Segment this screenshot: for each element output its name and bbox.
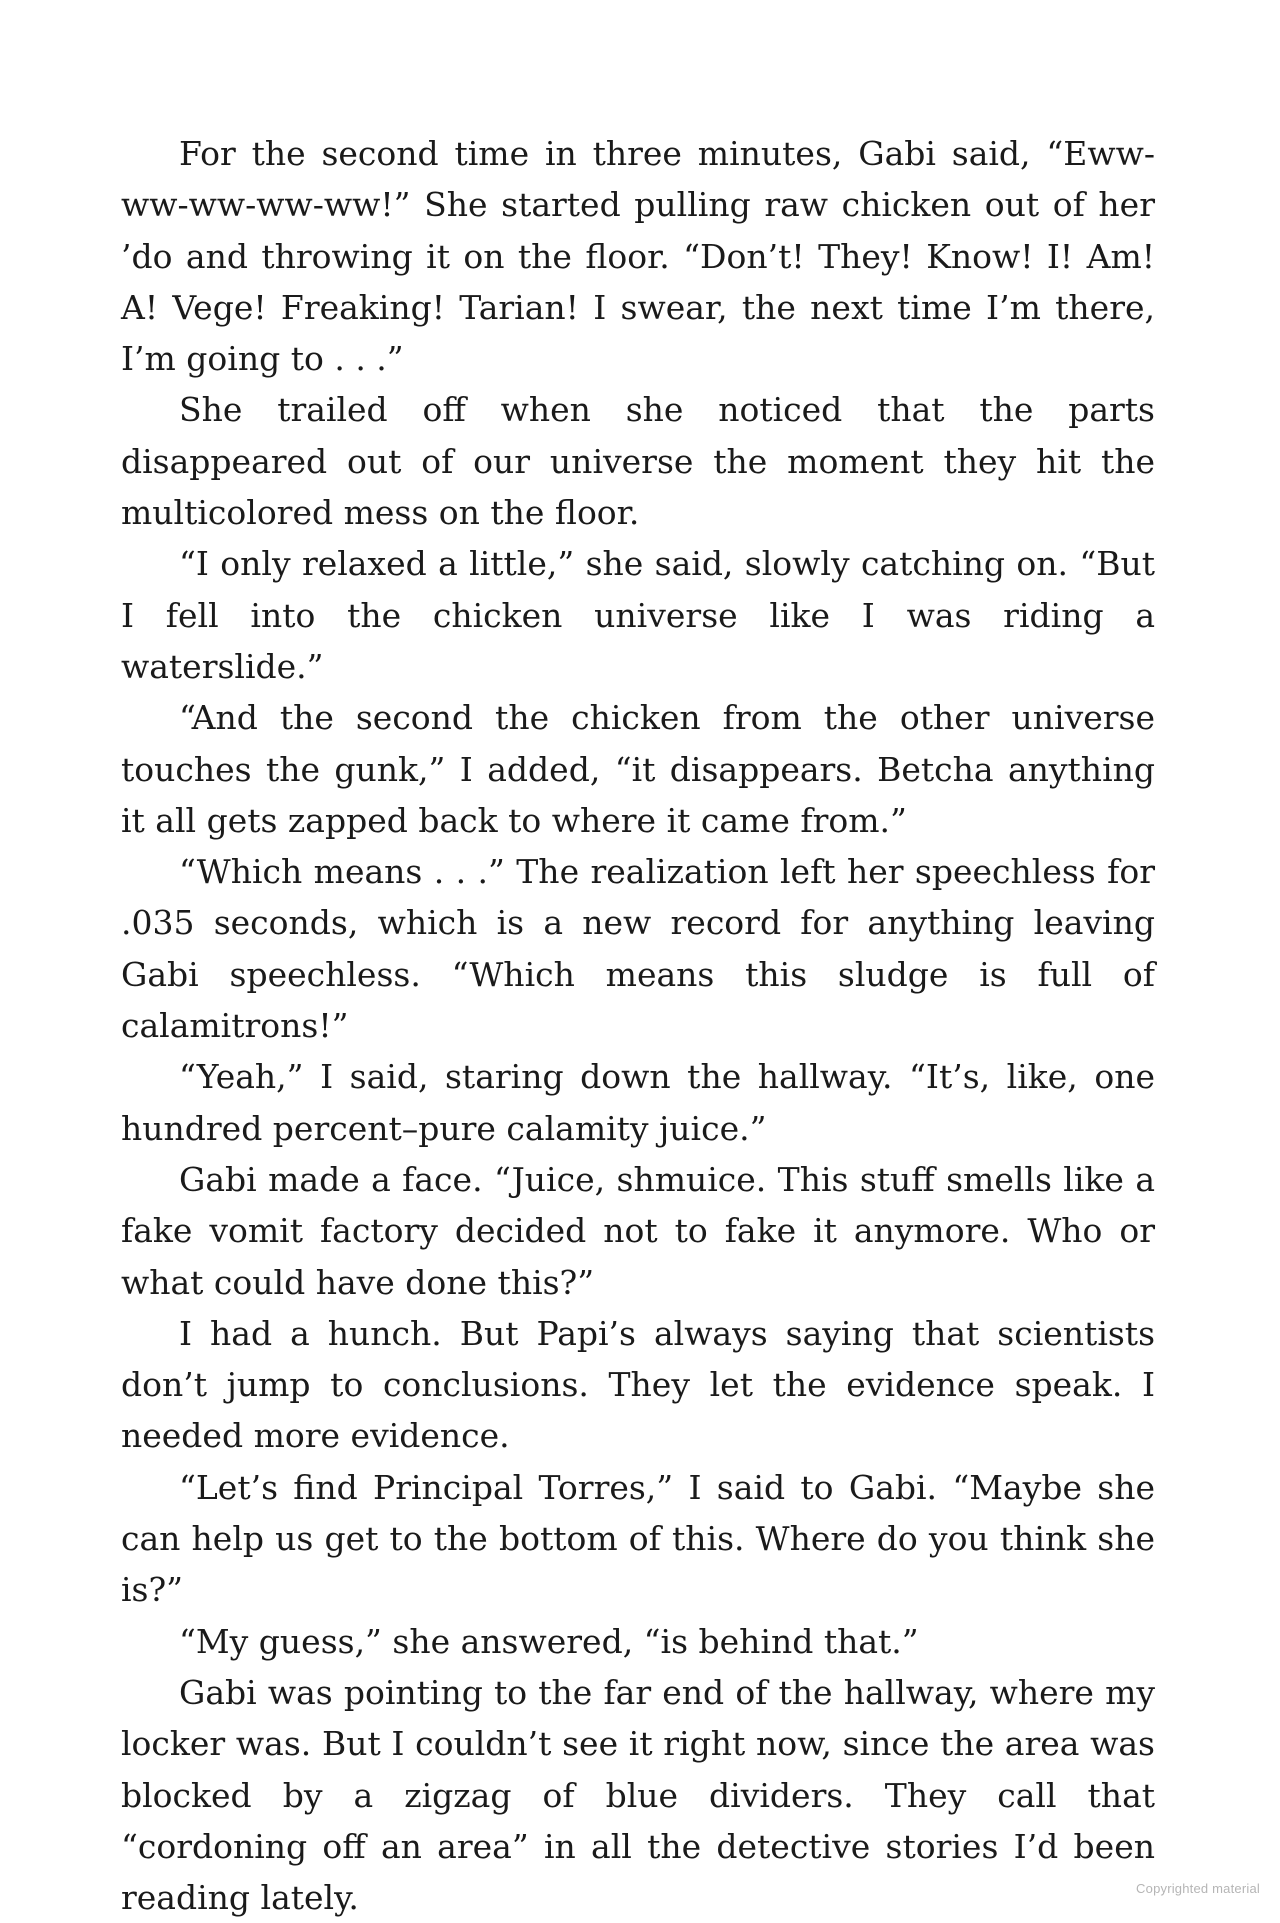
paragraph: Gabi made a face. “Juice, shmuice. This stuff smells like a fake vomit factory decided not to fake it anymore. Who or what could have done this?” xyxy=(121,1159,1155,1302)
paragraph: “And the second the chicken from the other universe touches the gunk,” I added, “it disappears. Betcha anything it all gets zapped back to where it came from.” xyxy=(121,698,1155,840)
paragraph: “I only relaxed a little,” she said, slowly catching on. “But I fell into the chicken universe like I was riding a waterslide.” xyxy=(121,544,1155,686)
paragraph: She trailed off when she noticed that the parts disappeared out of our universe the moment they hit the multicolored mess on the floor. xyxy=(121,390,1155,533)
paragraph: “Let’s find Principal Torres,” I said to Gabi. “Maybe she can help us get to the bottom of this. Where do you think she is?” xyxy=(121,1467,1155,1610)
copyright-watermark: Copyrighted material xyxy=(1136,1881,1260,1896)
body-text xyxy=(121,128,1155,1923)
paragraph: I had a hunch. But Papi’s always saying that scientists don’t jump to conclusions. They let the evidence speak. I needed more evidence. xyxy=(121,1313,1155,1456)
paragraph: For the second time in three minutes, Gabi said, “Eww-ww-ww-ww-ww!” She started pulling raw chicken out of her ’do and throwing it on the floor. “Don’t! They! Know! I! Am! A! Vege! Freaking! Tarian! I swear, the next time I’m there, I’m going to . . .” xyxy=(121,134,1155,379)
paragraph: “Yeah,” I said, staring down the hallway. “It’s, like, one hundred percent–pure calamity juice.” xyxy=(121,1057,1155,1148)
paragraph: “My guess,” she answered, “is behind that.” xyxy=(179,1621,919,1661)
paragraph: “Which means . . .” The realization left her speechless for .035 seconds, which is a new record for anything leaving Gabi speechless. “Which means this sludge is full of calamitrons!” xyxy=(121,852,1155,1046)
paragraph: Gabi was pointing to the far end of the hallway, where my locker was. But I couldn’t see it right now, since the area was blocked by a zigzag of blue dividers. They call that “cordoning off an area” in all the detective stories I’d been reading lately. xyxy=(121,1672,1155,1918)
